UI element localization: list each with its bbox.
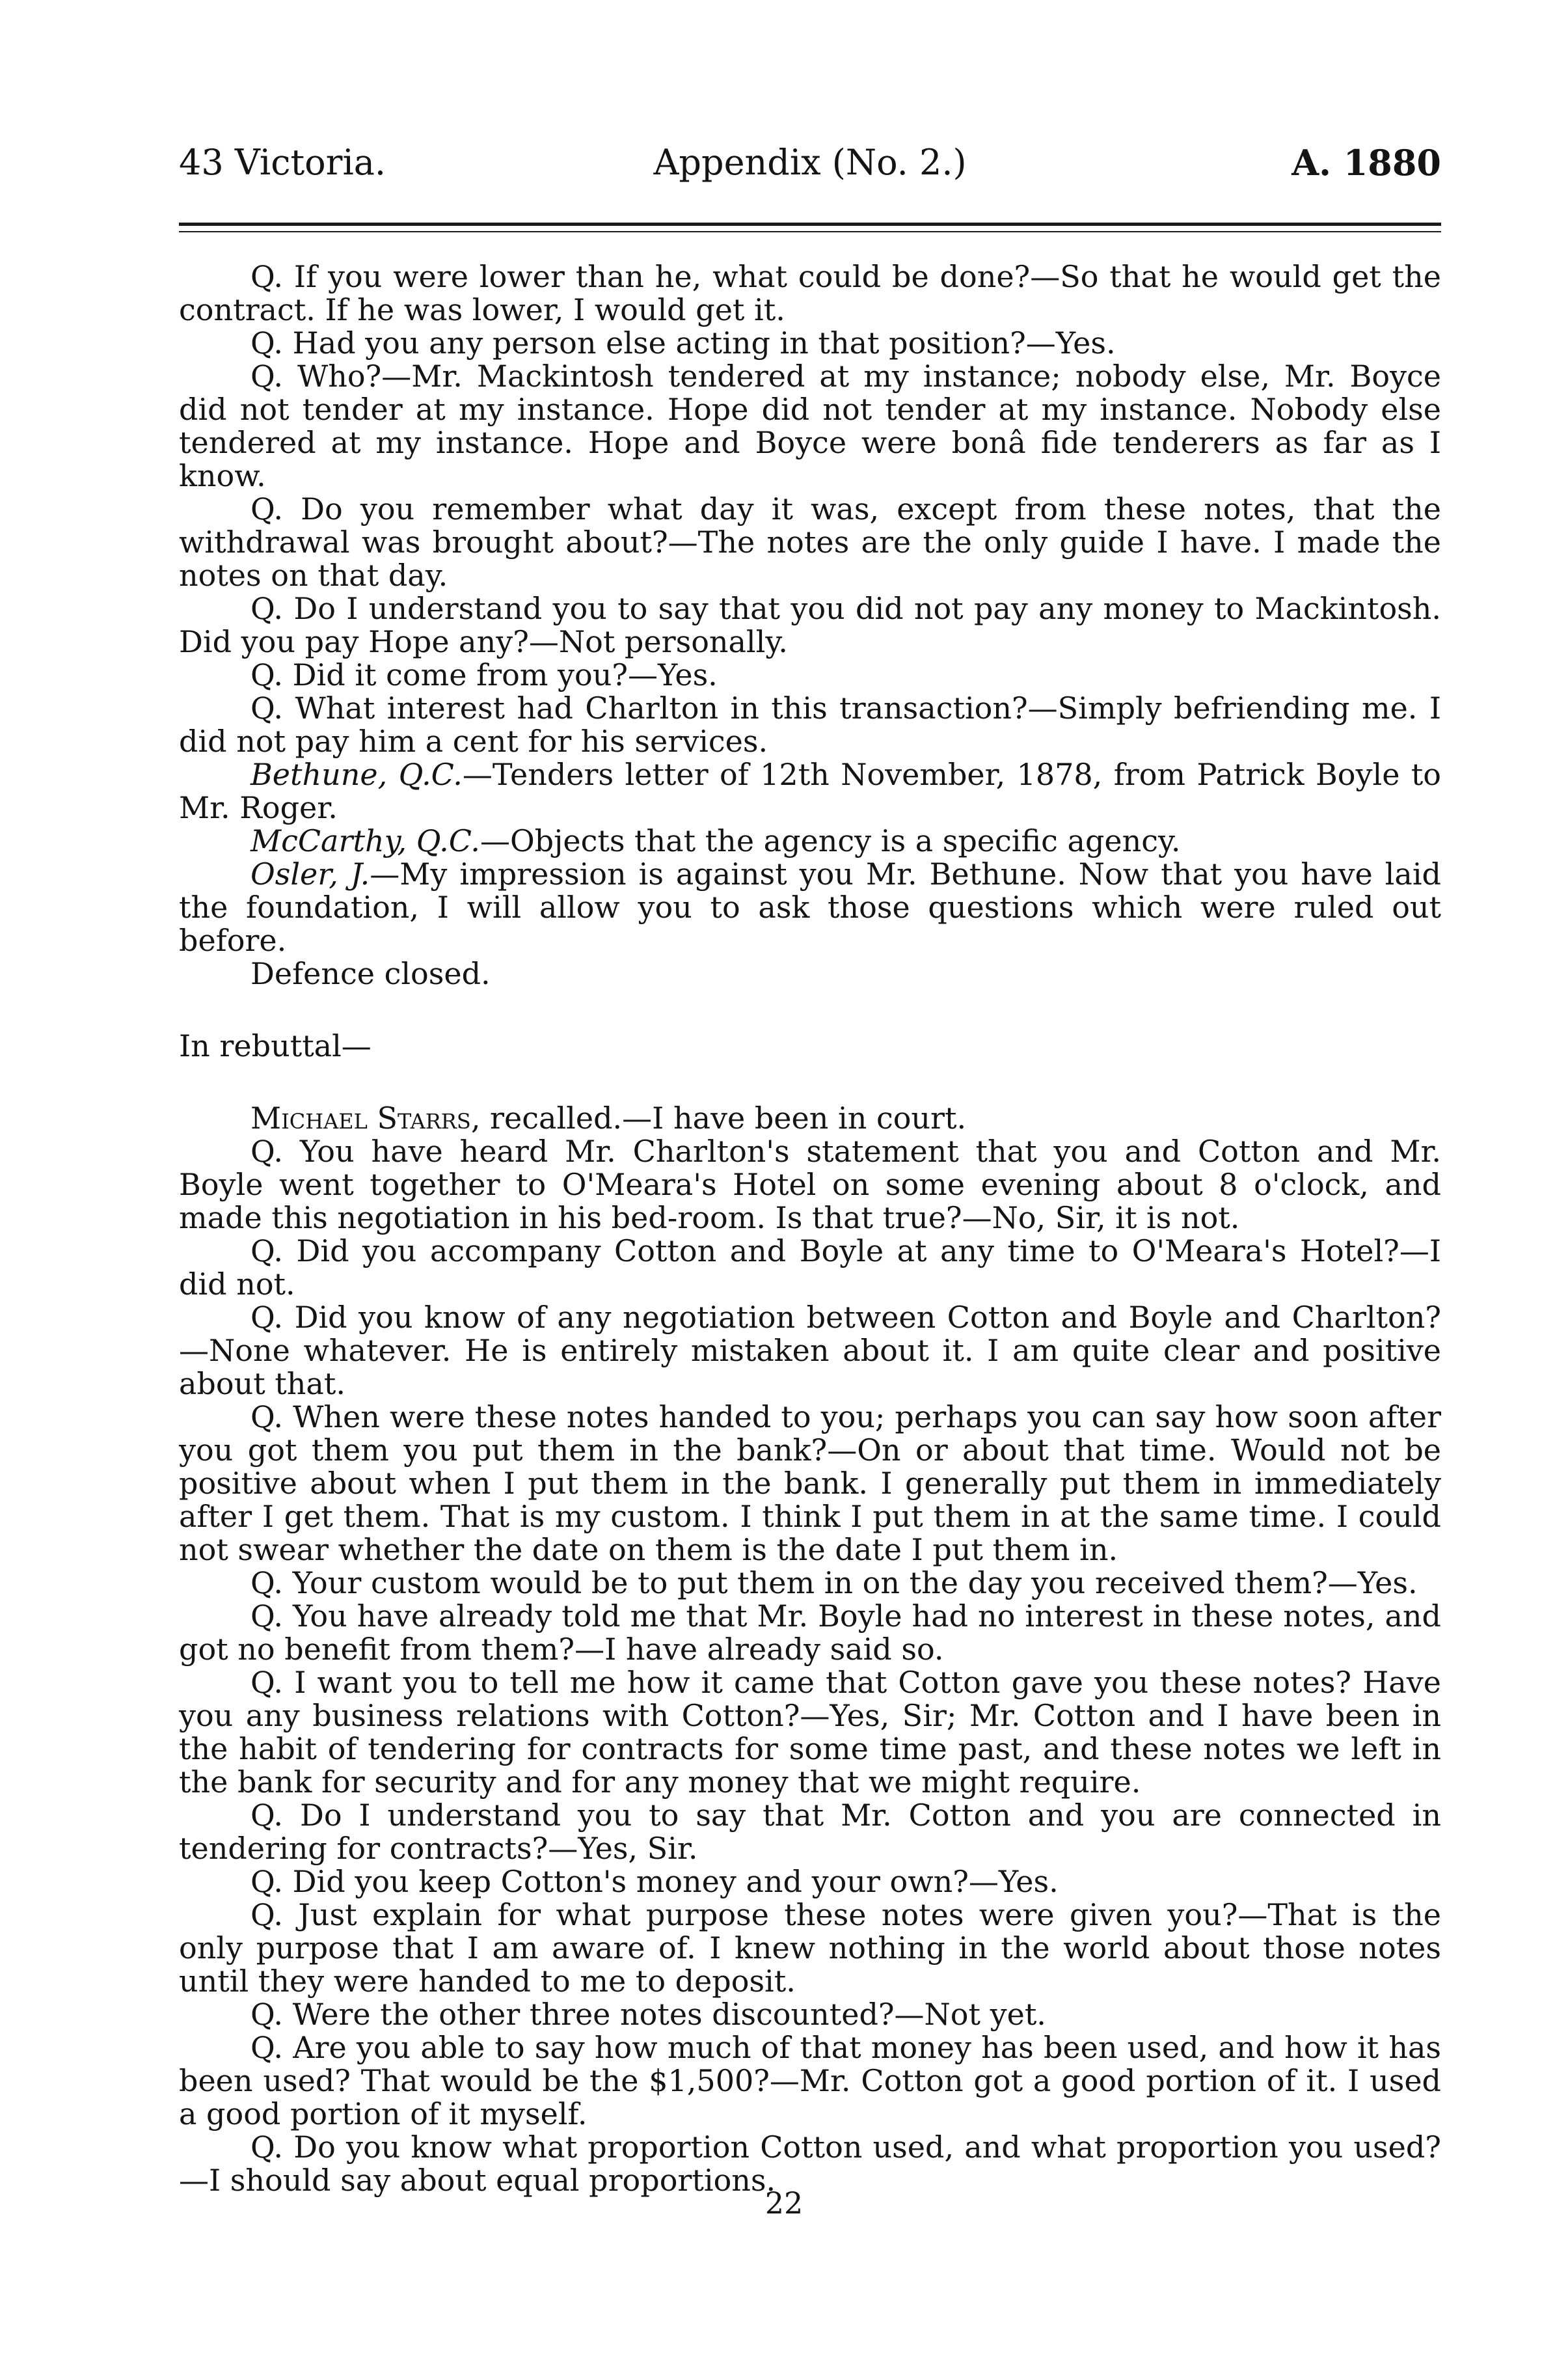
paragraph: Q. Who?—Mr. Mackintosh tendered at my instance; nobody else, Mr. Boyce did not tender at my instance. Hope did not tender at my instance. Nobody else tendered at my instance. Hope and Boyce were bonâ fide tenderers as far as I know. xyxy=(179,359,1441,493)
running-header xyxy=(179,133,1441,192)
paragraph: Q. Did you accompany Cotton and Boyle at any time to O'Meara's Hotel?—I did not. xyxy=(179,1233,1441,1302)
witness-name: Michael Starrs xyxy=(250,1101,471,1136)
paragraph: Q. Do you know what proportion Cotton used, and what proportion you used?—I should say about equal proportions. xyxy=(179,2129,1441,2198)
paragraph: Osler, J.—My impression is against you Mr. Bethune. Now that you have laid the foundation, I will allow you to ask those questions which were ruled out before. xyxy=(179,856,1441,958)
paragraph: Q. Did it come from you?—Yes. xyxy=(250,657,718,692)
paragraph: Q. Had you any person else acting in that position?—Yes. xyxy=(250,325,1116,361)
paragraph: McCarthy, Q.C.—Objects that the agency is a specific agency. xyxy=(250,823,1181,858)
body-text xyxy=(179,260,1441,2197)
section-heading: In rebuttal— xyxy=(179,1028,372,1063)
header-rule-thick xyxy=(179,223,1441,226)
paragraph: Q. Are you able to say how much of that money has been used, and how it has been used? That would be the $1,500?—Mr. Cotton got a good portion of it. I used a good portion of it myself. xyxy=(179,2030,1441,2131)
paragraph: Q. Were the other three notes discounted?—Not yet. xyxy=(250,1997,1046,2032)
paragraph: Q. When were these notes handed to you; perhaps you can say how soon after you got them you put them in the bank?—On or about that time. Would not be positive about when I put them in the bank. I generally put them in immediately after I get them. That is my custom. I think I put them in at the same time. I could not swear whether the date on them is the date I put them in. xyxy=(179,1399,1441,1567)
paragraph: Defence closed. xyxy=(250,956,491,991)
paragraph: Q. Do I understand you to say that you did not pay any money to Mackintosh. Did you pay Hope any?—Not personally. xyxy=(179,591,1441,659)
paragraph: Q. Did you know of any negotiation between Cotton and Boyle and Charlton?—None whatever. He is entirely mistaken about it. I am quite clear and positive about that. xyxy=(179,1300,1441,1401)
paragraph: Q. You have already told me that Mr. Boyle had no interest in these notes, and got no benefit from them?—I have already said so. xyxy=(179,1598,1441,1667)
paragraph: Michael Starrs, recalled.—I have been in court. xyxy=(250,1101,967,1136)
header-session: 43 Victoria. xyxy=(179,142,386,183)
speaker-name: McCarthy, Q.C. xyxy=(250,823,480,858)
paragraph: Q. Do you remember what day it was, except from these notes, that the withdrawal was brought about?—The notes are the only guide I have. I made the notes on that day. xyxy=(179,491,1441,593)
paragraph: Q. You have heard Mr. Charlton's statement that you and Cotton and Mr. Boyle went together to O'Meara's Hotel on some evening about 8 o'clock, and made this negotiation in his bed-room. Is that true?—No, Sir, it is not. xyxy=(179,1134,1441,1235)
paragraph: Bethune, Q.C.—Tenders letter of 12th November, 1878, from Patrick Boyle to Mr. Roger. xyxy=(179,757,1442,825)
paragraph: Q. Do I understand you to say that Mr. Cotton and you are connected in tendering for contracts?—Yes, Sir. xyxy=(179,1798,1441,1866)
paragraph: Q. If you were lower than he, what could be done?—So that he would get the contract. If he was lower, I would get it. xyxy=(179,259,1441,327)
paragraph: Q. Just explain for what purpose these notes were given you?—That is the only purpose that I am aware of. I knew nothing in the world about those notes until they were handed to me to deposit. xyxy=(179,1897,1441,1999)
page-number: 22 xyxy=(764,2185,804,2221)
paragraph: Q. What interest had Charlton in this transaction?—Simply befriending me. I did not pay him a cent for his services. xyxy=(179,691,1441,759)
header-rule-thin xyxy=(179,231,1441,232)
paragraph: Q. Did you keep Cotton's money and your own?—Yes. xyxy=(250,1864,1059,1899)
header-year: A. 1880 xyxy=(1291,142,1441,184)
paragraph: Q. I want you to tell me how it came that Cotton gave you these notes? Have you any business relations with Cotton?—Yes, Sir; Mr. Cotton and I have been in the habit of tendering for contracts for some time past, and these notes we left in the bank for security and for any money that we might require. xyxy=(179,1665,1441,1800)
header-appendix: Appendix (No. 2.) xyxy=(653,142,967,183)
speaker-name: Bethune, Q.C. xyxy=(250,757,463,792)
speaker-name: Osler, J. xyxy=(250,856,370,892)
paragraph: Q. Your custom would be to put them in on the day you received them?—Yes. xyxy=(250,1565,1418,1600)
